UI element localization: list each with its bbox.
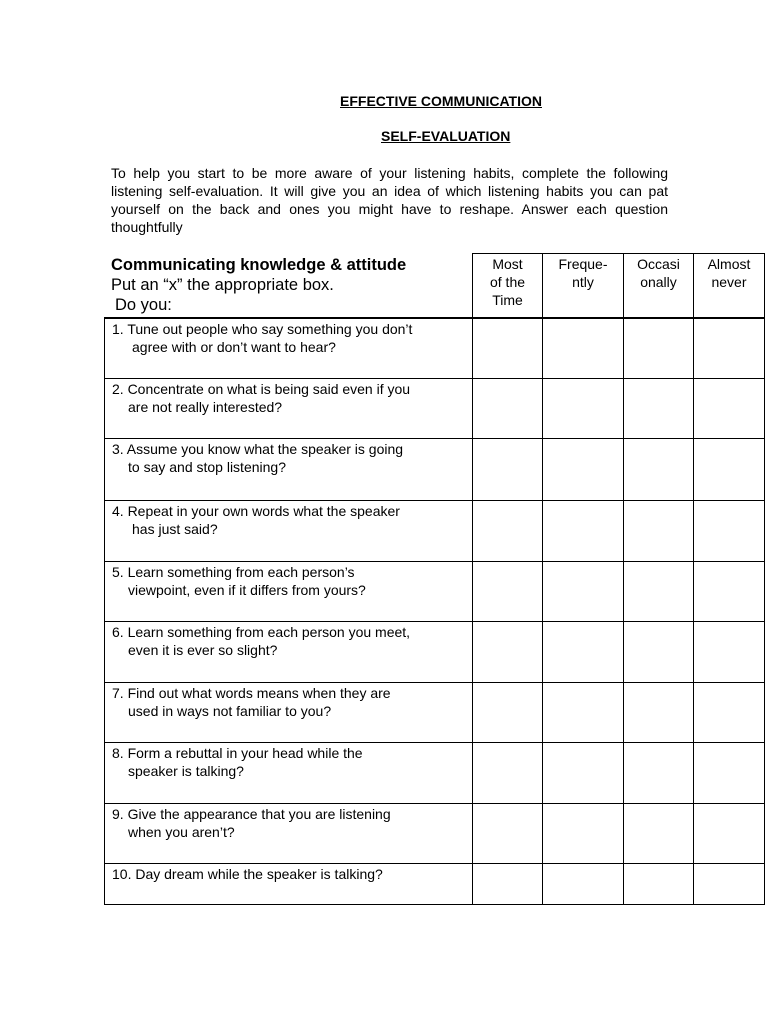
question-1: 1. Tune out people who say something you don’t agree with or don’t want to hear?	[105, 318, 473, 379]
column-header-almost-never: Almost never	[694, 254, 765, 318]
answer-box-10-frequently[interactable]	[543, 864, 624, 905]
question-6: 6. Learn something from each person you meet, even it is ever so slight?	[105, 622, 473, 683]
table-row	[105, 864, 765, 905]
table-row	[105, 622, 765, 683]
section-heading: Communicating knowledge & attitude	[111, 256, 407, 274]
section-heading-block	[111, 255, 471, 315]
intro-paragraph: To help you start to be more aware of your listening habits, complete the following listening self-evaluation. It will give you an idea of which listening habits you can pat yourself on the back and ones you might have to reshape. Answer each question thoughtfully	[111, 165, 668, 235]
answer-box-4-never[interactable]	[694, 501, 765, 562]
answer-box-1-most[interactable]	[473, 318, 543, 379]
answer-box-8-most[interactable]	[473, 743, 543, 804]
answer-box-5-most[interactable]	[473, 562, 543, 622]
question-8: 8. Form a rebuttal in your head while the speaker is talking?	[105, 743, 473, 804]
column-header-most-of-the-time: Most of the Time	[473, 254, 543, 318]
answer-box-4-occasionally[interactable]	[624, 501, 694, 562]
answer-box-5-occasionally[interactable]	[624, 562, 694, 622]
answer-box-10-occasionally[interactable]	[624, 864, 694, 905]
answer-box-4-frequently[interactable]	[543, 501, 624, 562]
answer-box-6-occasionally[interactable]	[624, 622, 694, 683]
answer-box-2-occasionally[interactable]	[624, 379, 694, 439]
question-4: 4. Repeat in your own words what the speaker has just said?	[105, 501, 473, 562]
answer-box-9-frequently[interactable]	[543, 804, 624, 864]
answer-box-7-occasionally[interactable]	[624, 683, 694, 743]
table-row	[105, 318, 765, 379]
answer-box-2-frequently[interactable]	[543, 379, 624, 439]
answer-box-1-frequently[interactable]	[543, 318, 624, 379]
question-10: 10. Day dream while the speaker is talking?	[105, 864, 473, 905]
answer-box-7-most[interactable]	[473, 683, 543, 743]
answer-box-6-frequently[interactable]	[543, 622, 624, 683]
answer-box-3-frequently[interactable]	[543, 439, 624, 501]
table-row	[105, 804, 765, 864]
answer-box-3-most[interactable]	[473, 439, 543, 501]
answer-box-9-never[interactable]	[694, 804, 765, 864]
answer-box-7-frequently[interactable]	[543, 683, 624, 743]
table-row	[105, 743, 765, 804]
answer-box-1-never[interactable]	[694, 318, 765, 379]
answer-box-10-most[interactable]	[473, 864, 543, 905]
answer-box-9-occasionally[interactable]	[624, 804, 694, 864]
question-9: 9. Give the appearance that you are listening when you aren’t?	[105, 804, 473, 864]
question-7: 7. Find out what words means when they are used in ways not familiar to you?	[105, 683, 473, 743]
answer-box-5-frequently[interactable]	[543, 562, 624, 622]
question-2: 2. Concentrate on what is being said even if you are not really interested?	[105, 379, 473, 439]
self-evaluation-table	[104, 253, 765, 905]
answer-box-9-most[interactable]	[473, 804, 543, 864]
answer-box-8-occasionally[interactable]	[624, 743, 694, 804]
table-row	[105, 439, 765, 501]
document-subtitle: SELF-EVALUATION	[381, 128, 511, 144]
answer-box-6-most[interactable]	[473, 622, 543, 683]
column-header-occasionally: Occasi onally	[624, 254, 694, 318]
answer-box-2-most[interactable]	[473, 379, 543, 439]
column-header-frequently: Freque- ntly	[543, 254, 624, 318]
question-5: 5. Learn something from each person’s viewpoint, even if it differs from yours?	[105, 562, 473, 622]
table-row	[105, 501, 765, 562]
table-row	[105, 562, 765, 622]
answer-box-8-frequently[interactable]	[543, 743, 624, 804]
answer-box-5-never[interactable]	[694, 562, 765, 622]
section-instruction: Put an “x” the appropriate box.	[111, 276, 334, 294]
document-title: EFFECTIVE COMMUNICATION	[340, 93, 542, 109]
table-row	[105, 379, 765, 439]
answer-box-3-occasionally[interactable]	[624, 439, 694, 501]
section-prompt: Do you:	[115, 296, 172, 314]
table-row	[105, 683, 765, 743]
answer-box-8-never[interactable]	[694, 743, 765, 804]
answer-box-2-never[interactable]	[694, 379, 765, 439]
answer-box-6-never[interactable]	[694, 622, 765, 683]
question-3: 3. Assume you know what the speaker is going to say and stop listening?	[105, 439, 473, 501]
answer-box-7-never[interactable]	[694, 683, 765, 743]
answer-box-3-never[interactable]	[694, 439, 765, 501]
answer-box-4-most[interactable]	[473, 501, 543, 562]
answer-box-10-never[interactable]	[694, 864, 765, 905]
answer-box-1-occasionally[interactable]	[624, 318, 694, 379]
